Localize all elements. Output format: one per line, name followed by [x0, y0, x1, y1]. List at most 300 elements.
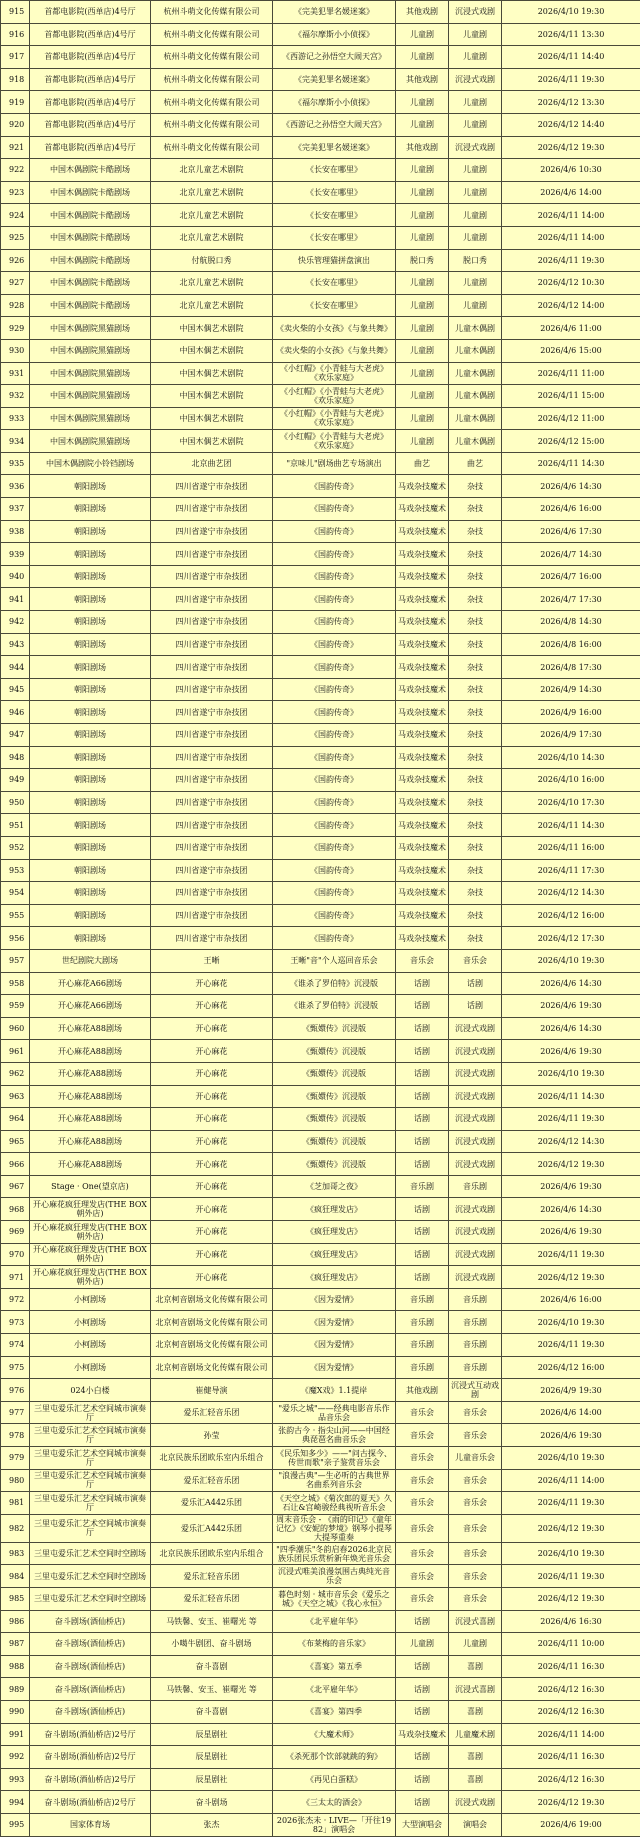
- category-cell: 儿童剧: [396, 204, 449, 227]
- venue-cell: 朝阳剧场: [30, 814, 151, 837]
- table-row: [1, 339, 640, 362]
- venue-cell: 朝阳剧场: [30, 724, 151, 747]
- show-title-cell: 《国韵传奇》: [273, 927, 396, 950]
- row-id-cell: 950: [1, 791, 30, 814]
- category-cell: 马戏杂技魔术: [396, 701, 449, 724]
- subcategory-cell: 音乐剧: [449, 1356, 502, 1379]
- category-cell: 音乐剧: [396, 1288, 449, 1311]
- show-title-cell: 《完美犯罪名媛迷案》: [273, 136, 396, 159]
- organizer-cell: 北京民族乐团欧乐室内乐组合: [151, 1542, 273, 1565]
- category-cell: 马戏杂技魔术: [396, 769, 449, 792]
- datetime-cell: 2026/4/10 17:30: [502, 791, 640, 814]
- row-id-cell: 975: [1, 1356, 30, 1379]
- datetime-cell: 2026/4/11 14:30: [502, 452, 640, 475]
- category-cell: 音乐会: [396, 1447, 449, 1470]
- show-title-cell: 《长安在哪里》: [273, 204, 396, 227]
- datetime-cell: 2026/4/11 16:00: [502, 836, 640, 859]
- organizer-cell: 开心麻花: [151, 972, 273, 995]
- datetime-cell: 2026/4/11 19:30: [502, 1108, 640, 1131]
- table-row: [1, 995, 640, 1018]
- organizer-cell: 四川省遂宁市杂技团: [151, 904, 273, 927]
- table-row: [1, 136, 640, 159]
- organizer-cell: 北京儿童艺术剧院: [151, 226, 273, 249]
- show-title-cell: 《国韵传奇》: [273, 836, 396, 859]
- category-cell: 马戏杂技魔术: [396, 904, 449, 927]
- table-row: [1, 1, 640, 24]
- organizer-cell: 马铁馨、安玉、崔曙光 等: [151, 1610, 273, 1633]
- datetime-cell: 2026/4/12 19:30: [502, 1791, 640, 1814]
- table-row: [1, 1401, 640, 1424]
- show-title-cell: 《国韵传奇》: [273, 588, 396, 611]
- row-id-cell: 949: [1, 769, 30, 792]
- subcategory-cell: 杂技: [449, 701, 502, 724]
- show-title-cell: 《疯狂理发店》: [273, 1266, 396, 1289]
- table-row: [1, 1492, 640, 1515]
- show-title-cell: 《疯狂理发店》: [273, 1243, 396, 1266]
- category-cell: 儿童剧: [396, 159, 449, 182]
- organizer-cell: 杭州斗萌文化传媒有限公司: [151, 46, 273, 69]
- show-title-cell: 《喜宴》第四季: [273, 1700, 396, 1723]
- venue-cell: 朝阳剧场: [30, 678, 151, 701]
- table-row: [1, 1130, 640, 1153]
- venue-cell: 中国木偶剧院黑猫剧场: [30, 407, 151, 430]
- organizer-cell: 开心麻花: [151, 1085, 273, 1108]
- row-id-cell: 931: [1, 362, 30, 385]
- subcategory-cell: 儿童音乐会: [449, 1447, 502, 1470]
- table-row: [1, 1153, 640, 1176]
- row-id-cell: 956: [1, 927, 30, 950]
- row-id-cell: 990: [1, 1700, 30, 1723]
- show-title-cell: 《长安在哪里》: [273, 181, 396, 204]
- category-cell: 话剧: [396, 1108, 449, 1131]
- subcategory-cell: 喜剧: [449, 1655, 502, 1678]
- subcategory-cell: 音乐剧: [449, 1288, 502, 1311]
- row-id-cell: 946: [1, 701, 30, 724]
- organizer-cell: 爱乐汇A442乐团: [151, 1514, 273, 1542]
- table-row: [1, 1723, 640, 1746]
- row-id-cell: 993: [1, 1768, 30, 1791]
- show-title-cell: 《福尔摩斯小小侦探》: [273, 23, 396, 46]
- row-id-cell: 941: [1, 588, 30, 611]
- table-row: [1, 23, 640, 46]
- datetime-cell: 2026/4/6 16:00: [502, 498, 640, 521]
- venue-cell: 开心麻花疯狂理发店(THE BOX朝外店): [30, 1266, 151, 1289]
- subcategory-cell: 杂技: [449, 678, 502, 701]
- category-cell: 话剧: [396, 1700, 449, 1723]
- organizer-cell: 四川省遂宁市杂技团: [151, 475, 273, 498]
- organizer-cell: 四川省遂宁市杂技团: [151, 746, 273, 769]
- subcategory-cell: 儿童木偶剧: [449, 385, 502, 408]
- organizer-cell: 奋斗剧场: [151, 1791, 273, 1814]
- venue-cell: 开心麻花A88剧场: [30, 1062, 151, 1085]
- show-title-cell: 《小红帽》《小青蛙与大老虎》《欢乐家庭》: [273, 430, 396, 453]
- category-cell: 马戏杂技魔术: [396, 814, 449, 837]
- show-title-cell: 《国韵传奇》: [273, 543, 396, 566]
- row-id-cell: 932: [1, 385, 30, 408]
- venue-cell: 奋斗剧场(酒仙桥店): [30, 1655, 151, 1678]
- row-id-cell: 952: [1, 836, 30, 859]
- datetime-cell: 2026/4/12 19:30: [502, 1587, 640, 1610]
- show-title-cell: 《国韵传奇》: [273, 814, 396, 837]
- row-id-cell: 942: [1, 611, 30, 634]
- venue-cell: 小柯剧场: [30, 1334, 151, 1357]
- datetime-cell: 2026/4/11 16:30: [502, 1655, 640, 1678]
- show-title-cell: 《布莱梅的音乐家》: [273, 1633, 396, 1656]
- datetime-cell: 2026/4/12 16:30: [502, 1768, 640, 1791]
- datetime-cell: 2026/4/7 17:30: [502, 588, 640, 611]
- table-row: [1, 814, 640, 837]
- category-cell: 儿童剧: [396, 385, 449, 408]
- datetime-cell: 2026/4/11 19:30: [502, 1334, 640, 1357]
- venue-cell: 奋斗剧场(酒仙桥店): [30, 1678, 151, 1701]
- venue-cell: 三里屯爱乐汇艺术空间城市演奏厅: [30, 1447, 151, 1470]
- organizer-cell: 中国木偶艺术剧院: [151, 430, 273, 453]
- row-id-cell: 967: [1, 1175, 30, 1198]
- datetime-cell: 2026/4/7 16:00: [502, 565, 640, 588]
- subcategory-cell: 沉浸式戏剧: [449, 1040, 502, 1063]
- subcategory-cell: 音乐会: [449, 1587, 502, 1610]
- row-id-cell: 957: [1, 949, 30, 972]
- category-cell: 其他戏剧: [396, 136, 449, 159]
- row-id-cell: 944: [1, 656, 30, 679]
- show-title-cell: 《谁杀了罗伯特》沉浸版: [273, 995, 396, 1018]
- table-row: [1, 1469, 640, 1492]
- table-body: [1, 1, 640, 1837]
- subcategory-cell: 沉浸式喜剧: [449, 1678, 502, 1701]
- category-cell: 马戏杂技魔术: [396, 588, 449, 611]
- venue-cell: 朝阳剧场: [30, 543, 151, 566]
- venue-cell: 中国木偶剧院黑猫剧场: [30, 362, 151, 385]
- organizer-cell: 四川省遂宁市杂技团: [151, 859, 273, 882]
- datetime-cell: 2026/4/6 16:30: [502, 1610, 640, 1633]
- datetime-cell: 2026/4/12 17:30: [502, 927, 640, 950]
- datetime-cell: 2026/4/11 14:00: [502, 1723, 640, 1746]
- row-id-cell: 992: [1, 1746, 30, 1769]
- row-id-cell: 976: [1, 1379, 30, 1402]
- category-cell: 儿童剧: [396, 362, 449, 385]
- table-row: [1, 1542, 640, 1565]
- subcategory-cell: 音乐会: [449, 1424, 502, 1447]
- category-cell: 马戏杂技魔术: [396, 543, 449, 566]
- category-cell: 马戏杂技魔术: [396, 1723, 449, 1746]
- table-row: [1, 1221, 640, 1244]
- row-id-cell: 971: [1, 1266, 30, 1289]
- row-id-cell: 924: [1, 204, 30, 227]
- organizer-cell: 北京柯音剧场文化传媒有限公司: [151, 1288, 273, 1311]
- organizer-cell: 四川省遂宁市杂技团: [151, 678, 273, 701]
- row-id-cell: 987: [1, 1633, 30, 1656]
- category-cell: 儿童剧: [396, 317, 449, 340]
- subcategory-cell: 杂技: [449, 724, 502, 747]
- table-row: [1, 317, 640, 340]
- table-row: [1, 1791, 640, 1814]
- venue-cell: 朝阳剧场: [30, 498, 151, 521]
- row-id-cell: 922: [1, 159, 30, 182]
- table-row: [1, 1266, 640, 1289]
- category-cell: 音乐剧: [396, 1356, 449, 1379]
- datetime-cell: 2026/4/6 19:30: [502, 1221, 640, 1244]
- show-title-cell: 《长安在哪里》: [273, 226, 396, 249]
- organizer-cell: 张杰: [151, 1813, 273, 1836]
- venue-cell: 朝阳剧场: [30, 475, 151, 498]
- datetime-cell: 2026/4/12 14:00: [502, 294, 640, 317]
- table-row: [1, 520, 640, 543]
- row-id-cell: 969: [1, 1221, 30, 1244]
- table-row: [1, 949, 640, 972]
- row-id-cell: 948: [1, 746, 30, 769]
- category-cell: 话剧: [396, 1678, 449, 1701]
- category-cell: 儿童剧: [396, 407, 449, 430]
- organizer-cell: 四川省遂宁市杂技团: [151, 565, 273, 588]
- organizer-cell: 辰星剧社: [151, 1768, 273, 1791]
- organizer-cell: 辰星剧社: [151, 1723, 273, 1746]
- datetime-cell: 2026/4/10 19:30: [502, 1542, 640, 1565]
- category-cell: 音乐剧: [396, 1311, 449, 1334]
- organizer-cell: 崔健导演: [151, 1379, 273, 1402]
- subcategory-cell: 沉浸式戏剧: [449, 1, 502, 24]
- subcategory-cell: 音乐会: [449, 1401, 502, 1424]
- venue-cell: 中国木偶剧院卡酷剧场: [30, 226, 151, 249]
- show-title-cell: 《国韵传奇》: [273, 633, 396, 656]
- row-id-cell: 953: [1, 859, 30, 882]
- datetime-cell: 2026/4/11 14:30: [502, 1085, 640, 1108]
- table-row: [1, 204, 640, 227]
- venue-cell: 朝阳剧场: [30, 588, 151, 611]
- organizer-cell: 杭州斗萌文化传媒有限公司: [151, 91, 273, 114]
- subcategory-cell: 音乐剧: [449, 1334, 502, 1357]
- category-cell: 儿童剧: [396, 294, 449, 317]
- table-row: [1, 1379, 640, 1402]
- table-row: [1, 1447, 640, 1470]
- category-cell: 儿童剧: [396, 181, 449, 204]
- venue-cell: 三里屯爱乐汇艺术空间城市演奏厅: [30, 1492, 151, 1515]
- show-title-cell: "浪漫古典"—生必听的古典世界名曲系列音乐会: [273, 1469, 396, 1492]
- subcategory-cell: 杂技: [449, 791, 502, 814]
- table-row: [1, 678, 640, 701]
- datetime-cell: 2026/4/12 13:30: [502, 91, 640, 114]
- subcategory-cell: 儿童剧: [449, 272, 502, 295]
- show-title-cell: 《完美犯罪名媛迷案》: [273, 68, 396, 91]
- organizer-cell: 爱乐汇轻音乐团: [151, 1587, 273, 1610]
- subcategory-cell: 话剧: [449, 995, 502, 1018]
- datetime-cell: 2026/4/11 19:30: [502, 68, 640, 91]
- category-cell: 话剧: [396, 1221, 449, 1244]
- datetime-cell: 2026/4/12 19:30: [502, 136, 640, 159]
- category-cell: 儿童剧: [396, 1633, 449, 1656]
- show-title-cell: 《国韵传奇》: [273, 724, 396, 747]
- table-row: [1, 611, 640, 634]
- venue-cell: 朝阳剧场: [30, 927, 151, 950]
- category-cell: 话剧: [396, 1017, 449, 1040]
- organizer-cell: 杭州斗萌文化传媒有限公司: [151, 136, 273, 159]
- show-title-cell: 《因为爱情》: [273, 1311, 396, 1334]
- row-id-cell: 921: [1, 136, 30, 159]
- venue-cell: 开心麻花A88剧场: [30, 1017, 151, 1040]
- row-id-cell: 939: [1, 543, 30, 566]
- table-row: [1, 1587, 640, 1610]
- table-row: [1, 1243, 640, 1266]
- datetime-cell: 2026/4/6 19:30: [502, 1040, 640, 1063]
- show-title-cell: 《小红帽》《小青蛙与大老虎》《欢乐家庭》: [273, 385, 396, 408]
- organizer-cell: 中国木偶艺术剧院: [151, 317, 273, 340]
- organizer-cell: 四川省遂宁市杂技团: [151, 791, 273, 814]
- table-row: [1, 565, 640, 588]
- row-id-cell: 979: [1, 1447, 30, 1470]
- datetime-cell: 2026/4/10 16:00: [502, 769, 640, 792]
- venue-cell: 首都电影院(西单店)4号厅: [30, 136, 151, 159]
- subcategory-cell: 儿童剧: [449, 181, 502, 204]
- organizer-cell: 开心麻花: [151, 995, 273, 1018]
- category-cell: 儿童剧: [396, 272, 449, 295]
- subcategory-cell: 曲艺: [449, 452, 502, 475]
- venue-cell: 奋斗剧场(酒仙桥店): [30, 1610, 151, 1633]
- datetime-cell: 2026/4/6 14:30: [502, 972, 640, 995]
- datetime-cell: 2026/4/9 14:30: [502, 678, 640, 701]
- table-row: [1, 859, 640, 882]
- datetime-cell: 2026/4/12 16:30: [502, 1700, 640, 1723]
- datetime-cell: 2026/4/11 19:30: [502, 1492, 640, 1515]
- table-row: [1, 1700, 640, 1723]
- row-id-cell: 961: [1, 1040, 30, 1063]
- subcategory-cell: 沉浸式戏剧: [449, 1153, 502, 1176]
- venue-cell: 朝阳剧场: [30, 633, 151, 656]
- organizer-cell: 开心麻花: [151, 1062, 273, 1085]
- organizer-cell: 四川省遂宁市杂技团: [151, 611, 273, 634]
- category-cell: 话剧: [396, 1655, 449, 1678]
- datetime-cell: 2026/4/10 19:30: [502, 1, 640, 24]
- row-id-cell: 988: [1, 1655, 30, 1678]
- organizer-cell: 爱乐汇轻音乐团: [151, 1401, 273, 1424]
- row-id-cell: 917: [1, 46, 30, 69]
- venue-cell: 中国木偶剧院卡酷剧场: [30, 204, 151, 227]
- organizer-cell: 开心麻花: [151, 1153, 273, 1176]
- category-cell: 音乐会: [396, 1424, 449, 1447]
- subcategory-cell: 杂技: [449, 859, 502, 882]
- show-title-cell: 《长安在哪里》: [273, 272, 396, 295]
- organizer-cell: 四川省遂宁市杂技团: [151, 882, 273, 905]
- venue-cell: 中国木偶剧院黑猫剧场: [30, 339, 151, 362]
- row-id-cell: 977: [1, 1401, 30, 1424]
- subcategory-cell: 儿童剧: [449, 1633, 502, 1656]
- row-id-cell: 918: [1, 68, 30, 91]
- category-cell: 马戏杂技魔术: [396, 927, 449, 950]
- datetime-cell: 2026/4/6 19:30: [502, 1175, 640, 1198]
- datetime-cell: 2026/4/8 14:30: [502, 611, 640, 634]
- table-row: [1, 1085, 640, 1108]
- subcategory-cell: 音乐会: [449, 949, 502, 972]
- category-cell: 儿童剧: [396, 23, 449, 46]
- row-id-cell: 916: [1, 23, 30, 46]
- subcategory-cell: 杂技: [449, 836, 502, 859]
- table-row: [1, 1108, 640, 1131]
- category-cell: 儿童剧: [396, 113, 449, 136]
- datetime-cell: 2026/4/10 19:30: [502, 1062, 640, 1085]
- venue-cell: 中国木偶剧院黑猫剧场: [30, 385, 151, 408]
- venue-cell: 首都电影院(西单店)4号厅: [30, 1, 151, 24]
- show-title-cell: 《国韵传奇》: [273, 565, 396, 588]
- category-cell: 儿童剧: [396, 46, 449, 69]
- show-title-cell: 沉浸式唯美浪漫氛围古典纯光音乐会: [273, 1565, 396, 1588]
- show-title-cell: "京味儿"剧场曲艺专场演出: [273, 452, 396, 475]
- datetime-cell: 2026/4/11 14:30: [502, 814, 640, 837]
- venue-cell: 开心麻花疯狂理发店(THE BOX朝外店): [30, 1243, 151, 1266]
- category-cell: 儿童剧: [396, 91, 449, 114]
- category-cell: 话剧: [396, 1243, 449, 1266]
- show-title-cell: 《国韵传奇》: [273, 475, 396, 498]
- table-row: [1, 1655, 640, 1678]
- category-cell: 马戏杂技魔术: [396, 859, 449, 882]
- row-id-cell: 960: [1, 1017, 30, 1040]
- row-id-cell: 945: [1, 678, 30, 701]
- datetime-cell: 2026/4/10 19:30: [502, 1447, 640, 1470]
- organizer-cell: 北京曲艺团: [151, 452, 273, 475]
- venue-cell: 朝阳剧场: [30, 656, 151, 679]
- category-cell: 话剧: [396, 1040, 449, 1063]
- subcategory-cell: 脱口秀: [449, 249, 502, 272]
- organizer-cell: 杭州斗萌文化传媒有限公司: [151, 68, 273, 91]
- category-cell: 音乐会: [396, 1469, 449, 1492]
- datetime-cell: 2026/4/12 15:00: [502, 430, 640, 453]
- table-row: [1, 1175, 640, 1198]
- datetime-cell: 2026/4/12 16:00: [502, 904, 640, 927]
- venue-cell: 朝阳剧场: [30, 769, 151, 792]
- show-title-cell: 《国韵传奇》: [273, 656, 396, 679]
- subcategory-cell: 杂技: [449, 520, 502, 543]
- venue-cell: 首都电影院(西单店)4号厅: [30, 68, 151, 91]
- show-title-cell: 《因为爱情》: [273, 1334, 396, 1357]
- category-cell: 马戏杂技魔术: [396, 791, 449, 814]
- table-row: [1, 113, 640, 136]
- category-cell: 话剧: [396, 995, 449, 1018]
- show-title-cell: 快乐管理猫拼盘演出: [273, 249, 396, 272]
- venue-cell: 三里屯爱乐汇艺术空间城市演奏厅: [30, 1469, 151, 1492]
- datetime-cell: 2026/4/11 10:00: [502, 1633, 640, 1656]
- show-title-cell: 《国韵传奇》: [273, 859, 396, 882]
- datetime-cell: 2026/4/8 16:00: [502, 633, 640, 656]
- subcategory-cell: 音乐会: [449, 1469, 502, 1492]
- organizer-cell: 奋斗喜剧: [151, 1700, 273, 1723]
- table-row: [1, 1610, 640, 1633]
- show-title-cell: 《疯狂理发店》: [273, 1221, 396, 1244]
- category-cell: 音乐会: [396, 1565, 449, 1588]
- category-cell: 马戏杂技魔术: [396, 678, 449, 701]
- subcategory-cell: 话剧: [449, 972, 502, 995]
- organizer-cell: 四川省遂宁市杂技团: [151, 543, 273, 566]
- table-row: [1, 791, 640, 814]
- venue-cell: 朝阳剧场: [30, 746, 151, 769]
- organizer-cell: 马铁馨、安玉、崔曙光 等: [151, 1678, 273, 1701]
- table-row: [1, 249, 640, 272]
- category-cell: 马戏杂技魔术: [396, 656, 449, 679]
- venue-cell: 开心麻花A88剧场: [30, 1040, 151, 1063]
- venue-cell: 开心麻花疯狂理发店(THE BOX朝外店): [30, 1198, 151, 1221]
- category-cell: 大型演唱会: [396, 1813, 449, 1836]
- row-id-cell: 929: [1, 317, 30, 340]
- datetime-cell: 2026/4/12 16:30: [502, 1678, 640, 1701]
- table-row: [1, 294, 640, 317]
- datetime-cell: 2026/4/12 14:30: [502, 882, 640, 905]
- organizer-cell: 北京民族乐团欧乐室内乐组合: [151, 1447, 273, 1470]
- table-row: [1, 1746, 640, 1769]
- subcategory-cell: 沉浸式戏剧: [449, 1085, 502, 1108]
- datetime-cell: 2026/4/6 11:00: [502, 317, 640, 340]
- table-row: [1, 836, 640, 859]
- show-title-cell: 《魔X戏》1.1提岸: [273, 1379, 396, 1402]
- subcategory-cell: 音乐剧: [449, 1175, 502, 1198]
- subcategory-cell: 沉浸式戏剧: [449, 1791, 502, 1814]
- subcategory-cell: 杂技: [449, 927, 502, 950]
- category-cell: 其他戏剧: [396, 1, 449, 24]
